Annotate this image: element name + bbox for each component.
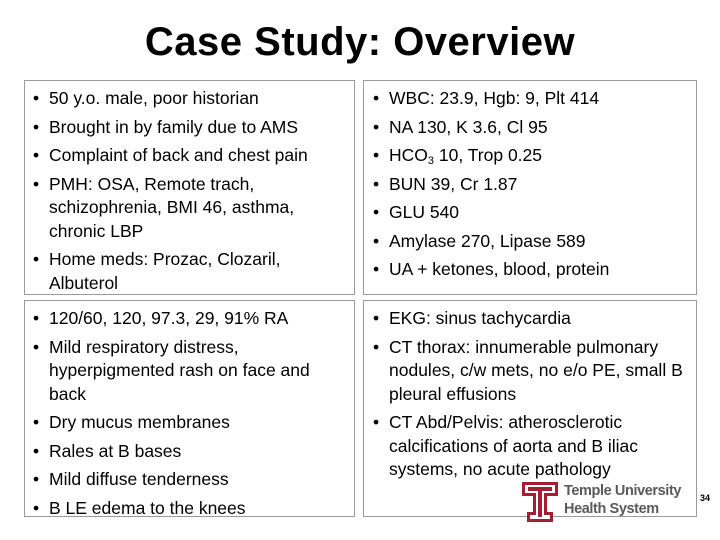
list-item: • EKG: sinus tachycardia xyxy=(373,307,692,331)
list-item xyxy=(373,144,692,168)
list-item: • NA 130, K 3.6, Cl 95 xyxy=(373,116,692,140)
list-item: • Home meds: Prozac, Clozaril, Albuterol xyxy=(33,248,350,295)
labs-list xyxy=(373,87,692,287)
logo-text xyxy=(564,482,694,518)
history-list xyxy=(33,87,350,300)
list-item: • BUN 39, Cr 1.87 xyxy=(373,173,692,197)
list-item: • 120/60, 120, 97.3, 29, 91% RA xyxy=(33,307,350,331)
list-item: • Mild diffuse tenderness xyxy=(33,468,350,492)
logo-line-1: Temple University xyxy=(564,483,682,499)
logo-line-2: Health System xyxy=(564,501,659,517)
list-item: • Mild respiratory distress, hyperpigmented rash on face and back xyxy=(33,336,350,407)
slide-title: Case Study: Overview xyxy=(144,20,576,64)
temple-logo xyxy=(522,482,688,522)
imaging-list xyxy=(373,307,692,487)
list-item: • UA + ketones, blood, protein xyxy=(373,258,692,282)
hco3-subscript: 3 xyxy=(427,155,435,167)
exam-list xyxy=(33,307,350,525)
list-item: • 50 y.o. male, poor historian xyxy=(33,87,350,111)
list-item: • Dry mucus membranes xyxy=(33,411,350,435)
list-item: • CT thorax: innumerable pulmonary nodules, c/w mets, no e/o PE, small B pleural effusions xyxy=(373,336,692,407)
exam-panel xyxy=(24,300,355,517)
history-panel xyxy=(24,80,355,295)
list-item: • CT Abd/Pelvis: atherosclerotic calcifications of aorta and B iliac systems, no acute pathology xyxy=(373,411,692,482)
list-item: • GLU 540 xyxy=(373,201,692,225)
list-item: • Brought in by family due to AMS xyxy=(33,116,350,140)
labs-panel xyxy=(363,80,697,295)
temple-t-icon xyxy=(522,482,558,522)
list-item: • PMH: OSA, Remote trach, schizophrenia, BMI 46, asthma, chronic LBP xyxy=(33,173,350,244)
list-item: • Rales at B bases xyxy=(33,440,350,464)
list-item: • Amylase 270, Lipase 589 xyxy=(373,230,692,254)
list-item: • B LE edema to the knees xyxy=(33,497,350,521)
list-item: • WBC: 23.9, Hgb: 9, Plt 414 xyxy=(373,87,692,111)
hco3-value: 10, Trop 0.25 xyxy=(434,145,543,165)
page-number: 34 xyxy=(700,493,711,503)
list-item: • Complaint of back and chest pain xyxy=(33,144,350,168)
hco3-label: HCO xyxy=(389,145,428,165)
